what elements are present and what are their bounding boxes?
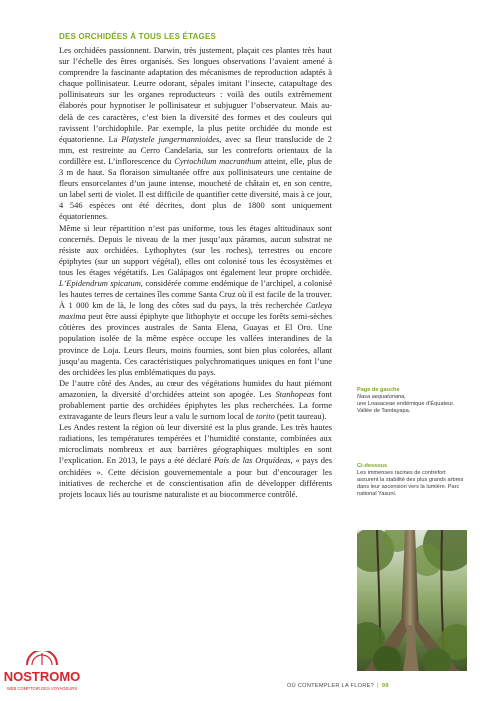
section-title: DES ORCHIDÉES À TOUS LES ÉTAGES — [59, 32, 217, 41]
paragraph — [59, 45, 332, 223]
caption-left-page — [357, 387, 467, 415]
svg-text:NOSTROMO: NOSTROMO — [3, 669, 81, 684]
text-run: , avec sa fleur translucide de 2 mm, est restreinte au Cerro Candelaria, sur les contreforts orientaux de la cordillère est. L’inflorescence du — [59, 133, 333, 166]
text-run: De l’autre côté des Andes, au cœur des végétations humides du haut piémont amazonien, la diversité d’orchidées atteint son apogée. Les — [59, 377, 332, 399]
text-run: peut être aussi épiphyte que lithophyte et occupe les forêts semi-sèches côtières des provinces australes de Santa Elena, Guayas et El Oro. Une population isolée de la même espèce occupe les vallées interandines de la province de Loja. Leurs fleurs, moins fournies, sont bien plus colorées, allant jusqu’au magenta. Ces caractéristiques polychromatiques uniques en font l’une des orchidées les plus emblématiques du pays. — [59, 311, 332, 377]
page-number: 99 — [381, 683, 389, 689]
species-name: Stanhopeas — [275, 388, 315, 399]
paragraph — [59, 422, 332, 500]
paragraph — [59, 223, 332, 378]
footer-separator: | — [377, 683, 379, 689]
text-run: (petit taureau). — [274, 411, 327, 422]
nostromo-logo — [1, 651, 83, 696]
species-name: Platystele jungermannioides — [121, 133, 220, 144]
caption-below — [357, 463, 467, 498]
caption-left-page-title: Page de gauche — [357, 387, 400, 393]
running-head: OÙ CONTEMPLER LA FLORE? — [287, 683, 375, 689]
text-run: Les orchidées passionnent. Darwin, très justement, plaçait ces plantes très haut sur l’échelle des êtres organisés. Ses longues observations l’avaient amené à comprendre la fascinante adaptation des mécanismes de reproduction adaptés à chaque pollinisateur. Leurre odorant, sépales imitant l’insecte, catapultage des pollinisateurs sur les organes reproducteurs : voilà des outils extrêmement élaborés pour hypnotiser le pollinisateur et subjuguer l’observateur. Mais au-delà de ces caractères, c’est bien la diversité des formes et des couleurs qui ravissent l’orchidophile. Par exemple, la plus petite orchidée du monde est équatorienne. La — [59, 45, 332, 144]
species-name: Cyrtochilum macranthum — [174, 155, 262, 166]
article-body — [59, 45, 332, 500]
text-run: Même si leur répartition n’est pas uniforme, tous les étages altitudinaux sont concernés. Depuis le niveau de la mer jusqu’aux páramos, aucun substrat ne résiste aux orchidées. Lythophytes (sur les roches), terrestres ou encore épiphytes (sur un support végétal), elles ont colonisé tous les écosystèmes et tous les étages végétatifs. Les Galápagos ont également leur propre orchidée. — [59, 222, 332, 277]
species-name: Catleya maxima — [59, 300, 332, 322]
svg-text:WEB COMPTOIR DES VOYAGEURS: WEB COMPTOIR DES VOYAGEURS — [6, 686, 78, 691]
species-name: torito — [256, 411, 275, 422]
text-run: , considérée comme endémique de l’archipel, a colonisé les hautes terres de certaines îles comme Santa Cruz où il est facile de la trouver. À 1 000 km de là, le long des côtes sud du pays, la très recherchée — [59, 277, 333, 311]
caption-left-page-text: une Loasaceae endémique d’Équateur. Vallée de Tandayapa. — [357, 401, 455, 415]
page-footer — [287, 683, 389, 689]
rainforest-photo — [357, 530, 467, 671]
caption-below-title: Ci-dessous — [357, 463, 388, 469]
species-name: L’Epidendrum spicatum — [59, 277, 141, 288]
text-run: , « pays des orchidées ». Cette décision gouvernementale a pour but d’encourager les initiatives de recherche et de conscientisation afin de développer différents projets locaux liés au tourisme naturaliste et au biocommerce contrôlé. — [59, 455, 332, 499]
text-run: Les Andes restent la région où leur diversité est la plus grande. Les très hautes radiations, les températures tempérées et l’humidité constante, combinées aux microclimats nombreux et aux barrières géographiques multiples en sont l’explication. En 2013, le pays a été déclaré — [59, 422, 332, 466]
text-run: atteint, elle, plus de 3 m de haut. Sa floraison simultanée offre aux pollinisateurs une centaine de fleurs ensorcelantes d’un jaune intense, moucheté de châtain et, en son centre, un label serti de violet. Il est difficile de quantifier cette diversité, mais à ce jour, 4 546 espèces ont été décrites, dont plus de 1800 sont uniquement équatoriennes. — [59, 155, 333, 222]
paragraph — [59, 378, 332, 422]
text-run: font probablement partie des orchidées épiphytes les plus recherchées. La forme extravagante de leurs fleurs leur a valu le surnom local de — [59, 388, 332, 422]
caption-species-name: Nasa aequatonana, — [357, 394, 406, 401]
species-name: País de las Orquídeas — [214, 455, 291, 466]
caption-below-text: Les immenses racines de contrefort assurent la stabilité des plus grands arbres dans leur ascension vers la lumière. Parc national Yasuni. — [357, 470, 464, 498]
